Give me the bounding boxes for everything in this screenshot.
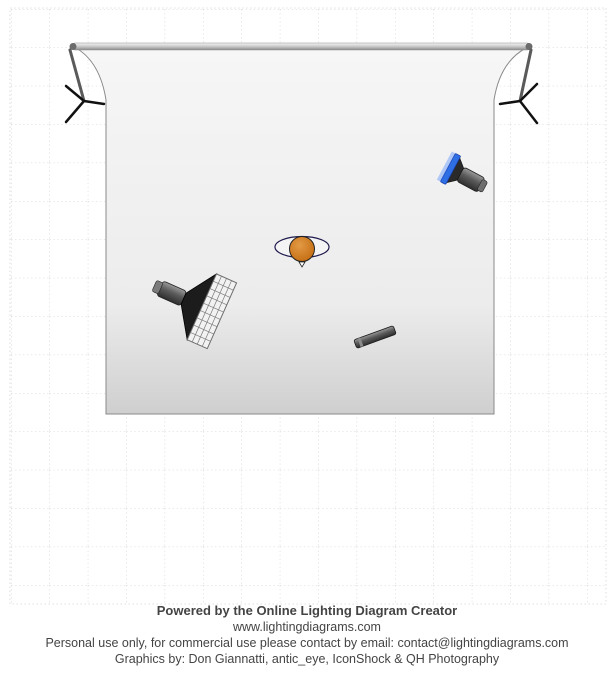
graphics-credit: Graphics by: Don Giannatti, antic_eye, IconShock & QH Photography bbox=[114, 652, 500, 666]
white-seamless-backdrop[interactable] bbox=[76, 48, 526, 414]
usage-notice: Personal use only, for commercial use please contact by email: contact@lightingdiagrams.com bbox=[45, 636, 569, 650]
backdrop-crossbar[interactable] bbox=[70, 43, 533, 50]
powered-by-text: Powered by the Online Lighting Diagram Creator bbox=[156, 603, 458, 618]
diagram-credits bbox=[0, 603, 614, 667]
website-link[interactable]: www.lightingdiagrams.com bbox=[233, 620, 381, 634]
